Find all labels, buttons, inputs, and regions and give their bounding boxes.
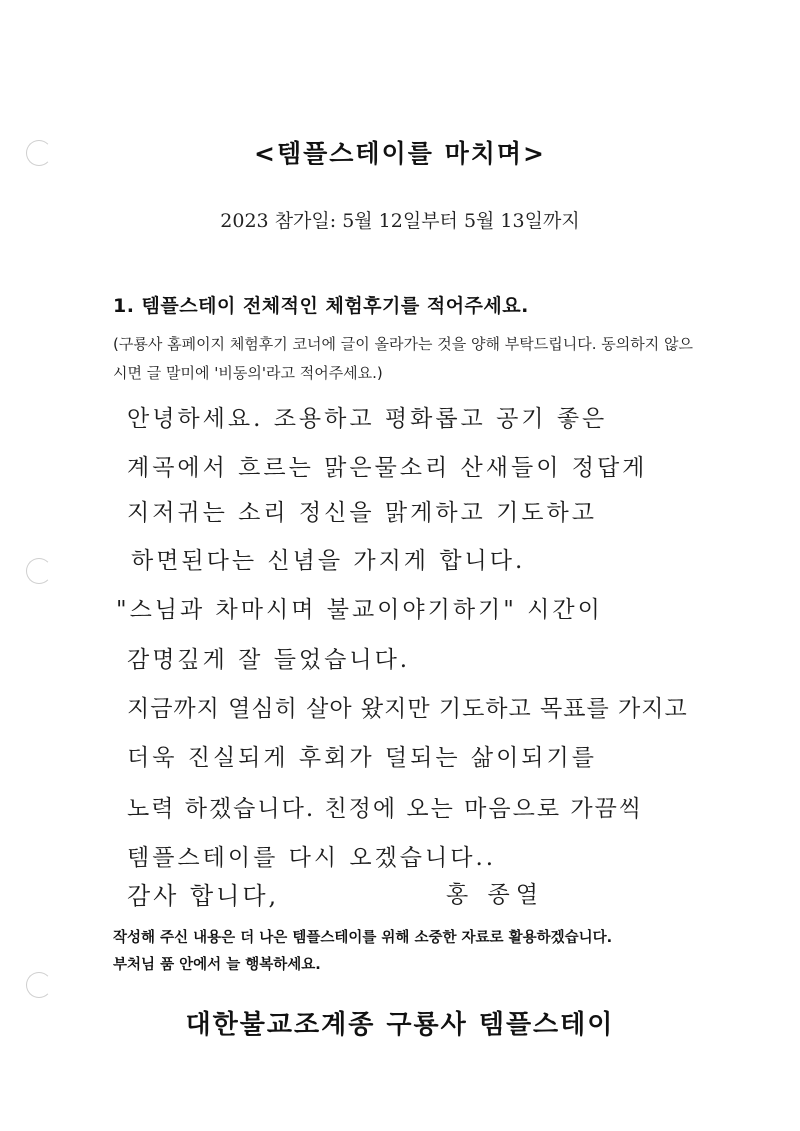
signature: 홍 종열 xyxy=(446,882,544,908)
review-line: 감명깊게 잘 들었습니다. xyxy=(127,647,411,673)
review-line: 노력 하겠습니다. 친정에 오는 마음으로 가끔씩 xyxy=(127,796,644,822)
organization-name: 대한불교조계종 구룡사 템플스테이 xyxy=(185,1010,615,1040)
participation-period: 2023 참가일: 5월 12일부터 5월 13일까지 xyxy=(220,210,580,232)
form-title: <템플스테이를 마치며> xyxy=(254,139,546,168)
review-line: 계곡에서 흐르는 맑은물소리 산새들이 정답게 xyxy=(127,455,648,481)
footer-note-2: 부처님 품 안에서 늘 행복하세요. xyxy=(113,957,321,973)
review-closing: 감사 합니다, xyxy=(127,882,280,910)
review-line: 지저귀는 소리 정신을 맑게하고 기도하고 xyxy=(127,500,597,526)
punch-hole-bottom xyxy=(26,972,52,998)
consent-note: (구룡사 홈페이지 체험후기 코너에 글이 올라가는 것을 양해 부탁드립니다. 동의하지 않으시면 글 말미에 '비동의'라고 적어주세요.) xyxy=(113,335,693,382)
punch-hole-middle xyxy=(26,558,52,584)
review-line: "스님과 차마시며 불교이야기하기" 시간이 xyxy=(116,597,603,623)
review-line: 안녕하세요. 조용하고 평화롭고 공기 좋은 xyxy=(127,406,608,432)
question-1: 1. 템플스테이 전체적인 체험후기를 적어주세요. xyxy=(113,295,529,317)
footer-note-1: 작성해 주신 내용은 더 나은 템플스테이를 위해 소중한 자료로 활용하겠습니다. xyxy=(113,930,613,946)
review-line: 지금까지 열심히 살아 왔지만 기도하고 목표를 가지고 xyxy=(127,696,688,722)
review-line: 더욱 진실되게 후회가 덜되는 삶이되기를 xyxy=(127,745,597,771)
review-line: 템플스테이를 다시 오겠습니다.. xyxy=(127,845,497,871)
review-line: 하면된다는 신념을 가지게 합니다. xyxy=(131,548,526,574)
